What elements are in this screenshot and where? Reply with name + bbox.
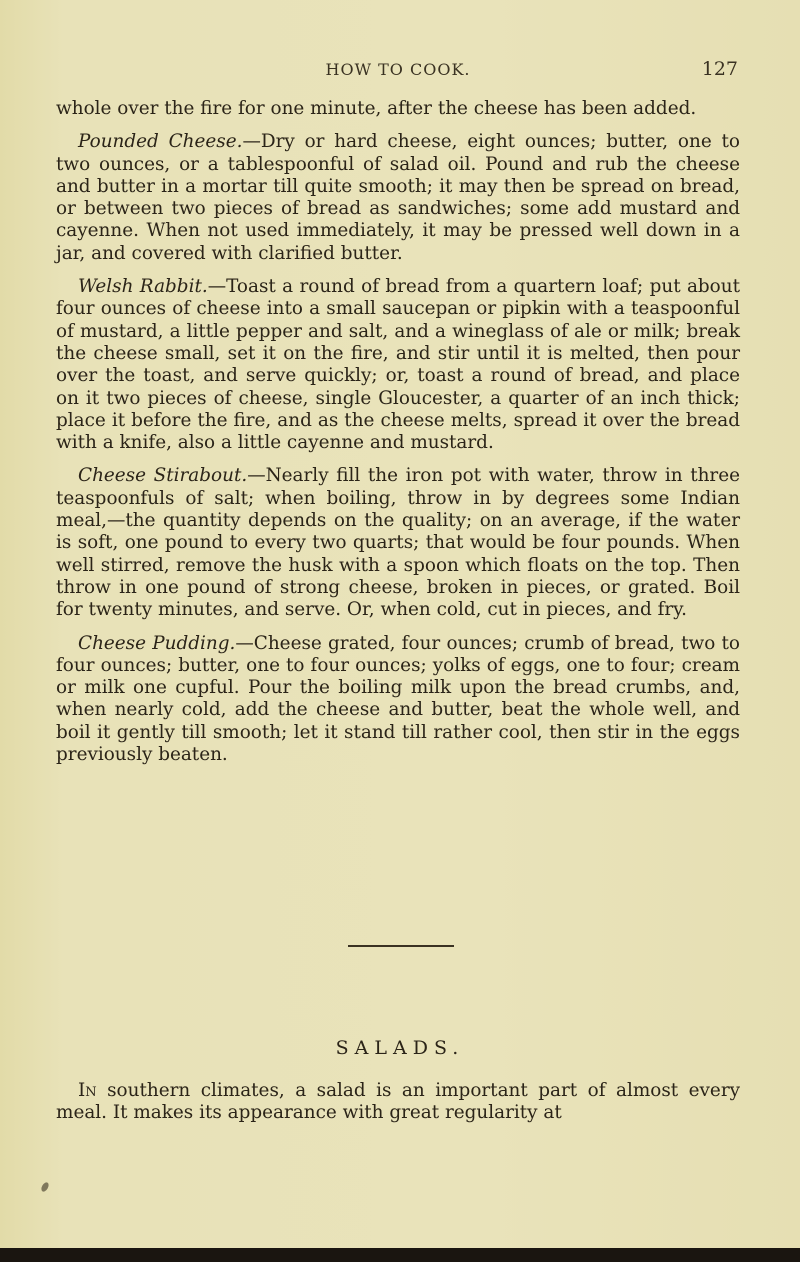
page-number: 127 [701, 58, 738, 80]
paragraph-text: southern climates, a salad is an important part of almost every meal. It makes its appearance with great regularity at [56, 1080, 740, 1124]
paragraph-text: —Toast a round of bread from a quartern loaf; put about four ounces of cheese into a small saucepan or pipkin with a teaspoonful of mustard, a little pepper and salt, and a wineglass of ale or milk; break the cheese small, set it on the fire, and stir until it is melted, then pour over the toast, and serve quickly; or, toast a round of bread, and place on it two pieces of cheese, single Gloucester, a quarter of an inch thick; place it before the fire, and as the cheese melts, spread it over the bread with a knife, also a little cayenne and mustard. [56, 276, 740, 454]
page-blemish [40, 1181, 50, 1193]
recipe-heading: Pounded Cheese. [78, 131, 243, 153]
recipe-heading: Cheese Stirabout. [78, 465, 248, 487]
running-head: HOW TO COOK. [325, 60, 471, 79]
paragraph-cheese-stirabout [56, 465, 740, 621]
paragraph-text: whole over the fire for one minute, after the cheese has been added. [56, 98, 697, 119]
paragraph-text: —Dry or hard cheese, eight ounces; butter, one to two ounces, or a tablespoonful of salad oil. Pound and rub the cheese and butter in a mortar till quite smooth; it may then be spread on bread, or between two pieces of bread as sandwiches; some add mustard and cayenne. When not used immediately, it may be pressed well down in a jar, and covered with clarified butter. [56, 131, 740, 264]
paragraph-salads [56, 1080, 740, 1125]
page-edge-shadow [0, 1248, 800, 1262]
section-divider [348, 945, 454, 947]
paragraph-text: —Nearly fill the iron pot with water, throw in three teaspoonfuls of salt; when boiling, throw in by degrees some Indian meal,—the quantity depends on the quality; on an average, if the water is soft, one pound to every two quarts; that would be four pounds. When well stirred, remove the husk with a spoon which floats on the top. Then throw in one pound of strong cheese, broken in pieces, or grated. Boil for twenty minutes, and serve. Or, when cold, cut in pieces, and fry. [56, 465, 740, 621]
body-text [56, 98, 740, 777]
paragraph-text: —Cheese grated, four ounces; crumb of bread, two to four ounces; butter, one to four ounces; yolks of eggs, one to four; cream or milk one cupful. Pour the boiling milk upon the bread crumbs, and, when nearly cold, add the cheese and butter, beat the whole well, and boil it gently till smooth; let it stand till rather cool, then stir in the eggs previously beaten. [56, 632, 740, 766]
paragraph-cheese-pudding [56, 633, 740, 767]
paragraph-continuation [56, 98, 740, 120]
paragraph-pounded-cheese [56, 131, 740, 265]
paragraph-welsh-rabbit [56, 276, 740, 454]
recipe-heading: Cheese Pudding. [78, 632, 236, 654]
recipe-heading: Welsh Rabbit. [78, 276, 208, 298]
lead-word: In [78, 1080, 97, 1101]
section-title: SALADS. [335, 1037, 465, 1059]
page-header [58, 60, 738, 88]
section-body [56, 1080, 740, 1125]
